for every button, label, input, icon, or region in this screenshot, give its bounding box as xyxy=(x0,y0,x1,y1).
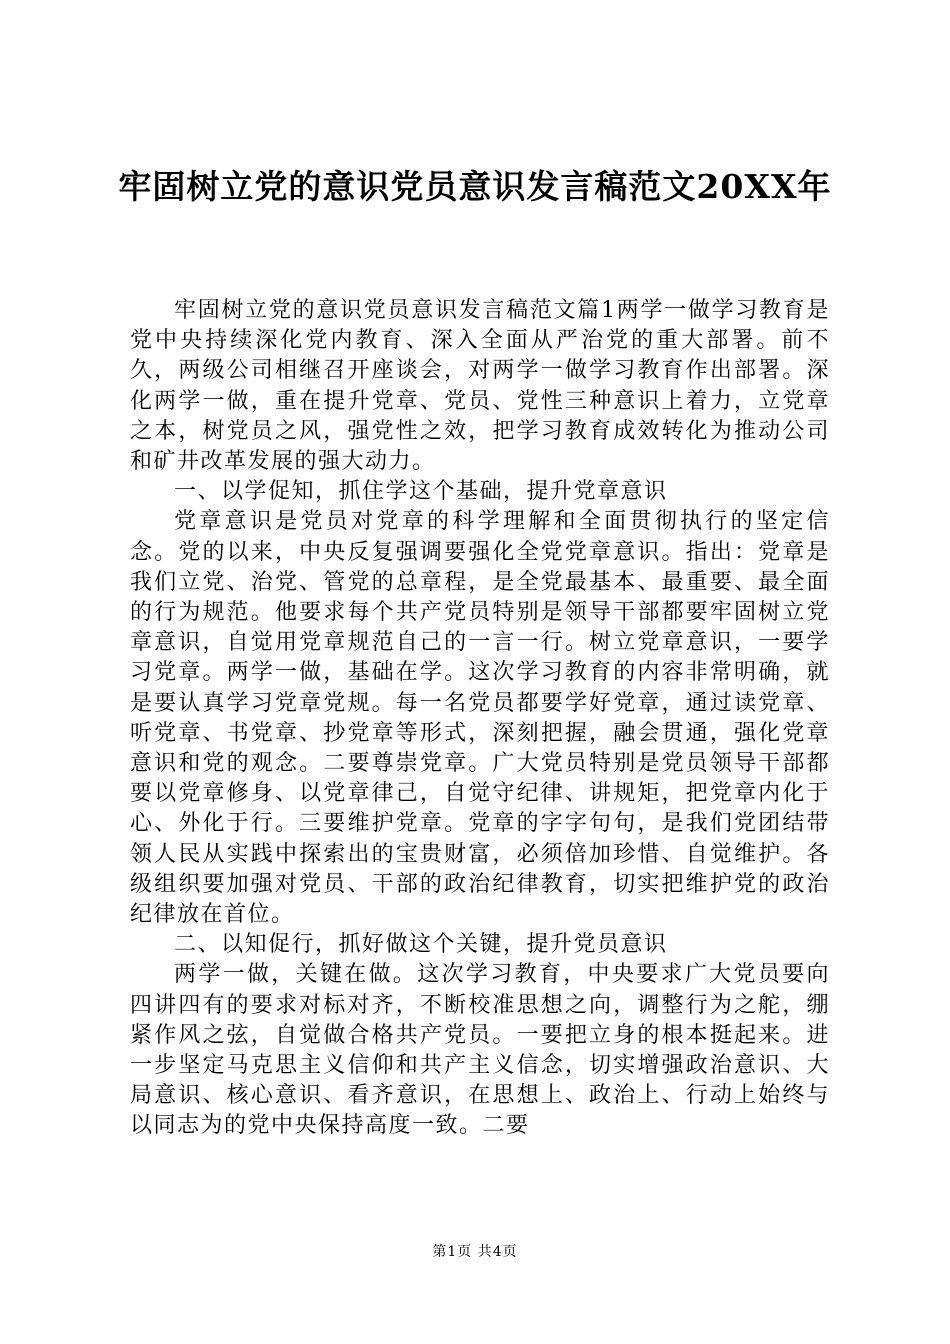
document-title: 牢固树立党的意识党员意识发言稿范文20XX年 xyxy=(118,167,832,206)
page-number-footer: 第1页 共4页 xyxy=(432,1244,518,1260)
paragraph-section-1: 党章意识是党员对党章的科学理解和全面贯彻执行的坚定信念。党的以来，中央反复强调要强化全党党章意识。指出：党章是我们立党、治党、管党的总章程，是全党最基本、最重要、最全面的行为规范。他要求每个共产党员特别是领导干部都要牢固树立党章意识，自觉用党章规范自己的一言一行。树立党章意识，一要学习党章。两学一做，基础在学。这次学习教育的内容非常明确，就是要认真学习党章党规。每一名党员都要学好党章，通过读党章、听党章、书党章、抄党章等形式，深刻把握，融会贯通，强化党章意识和党的观念。二要尊崇党章。广大党员特别是党员领导干部都要以党章修身、以党章律己，自觉守纪律、讲规矩，把党章内化于心、外化于行。三要维护党章。党章的字字句句，是我们党团结带领人民从实践中探索出的宝贵财富，必须倍加珍惜、自觉维护。各级组织要加强对党员、干部的政治纪律教育，切实把维护党的政治纪律放在首位。 xyxy=(130,509,830,928)
document-body xyxy=(130,296,830,1142)
paragraph-section-2: 两学一做，关键在做。这次学习教育，中央要求广大党员要向四讲四有的要求对标对齐，不断校准思想之向，调整行为之舵，绷紧作风之弦，自觉做合格共产党员。一要把立身的根本挺起来。进一步坚定马克思主义信仰和共产主义信念，切实增强政治意识、大局意识、核心意识、看齐意识，在思想上、政治上、行动上始终与以同志为的党中央保持高度一致。二要 xyxy=(130,962,830,1139)
section-heading-2: 二、以知促行，抓好做这个关键，提升党员意识 xyxy=(174,932,668,958)
paragraph-intro: 牢固树立党的意识党员意识发言稿范文篇1两学一做学习教育是党中央持续深化党内教育、深入全面从严治党的重大部署。前不久，两级公司相继召开座谈会，对两学一做学习教育作出部署。深化两学一做，重在提升党章、党员、党性三种意识上着力，立党章之本，树党员之风，强党性之效，把学习教育成效转化为推动公司和矿井改革发展的强大动力。 xyxy=(130,298,830,475)
section-heading-1: 一、以学促知，抓住学这个基础，提升党章意识 xyxy=(174,479,668,505)
